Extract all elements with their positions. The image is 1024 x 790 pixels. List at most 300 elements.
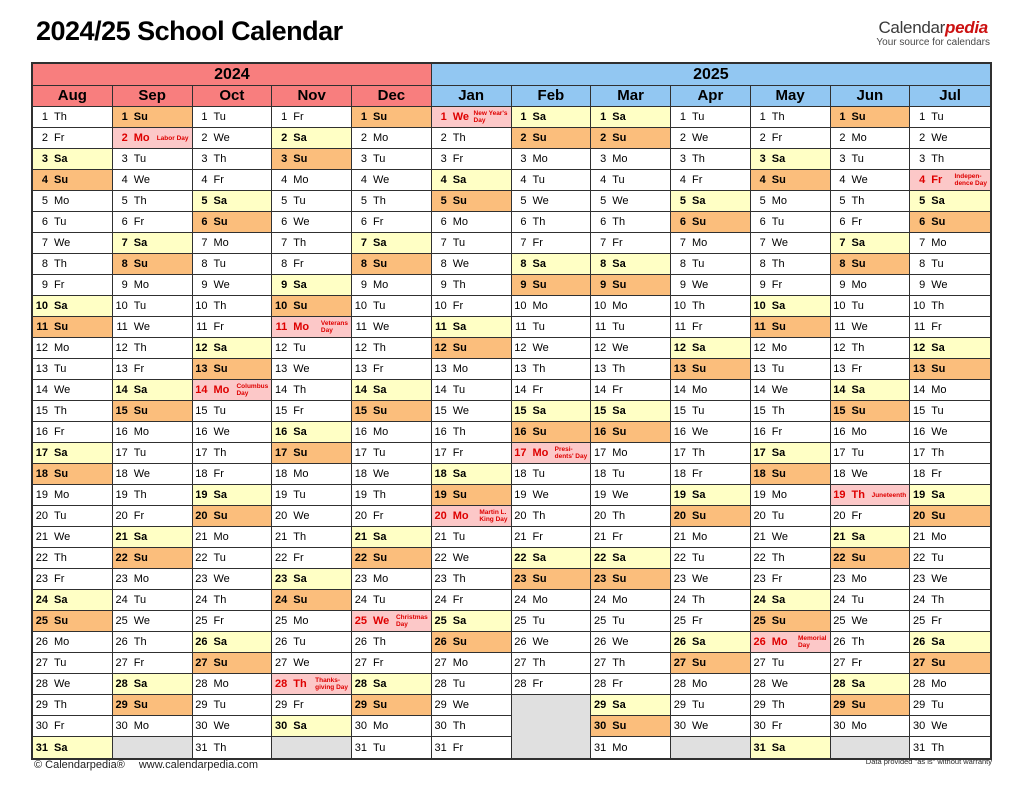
- day-number: 13: [673, 363, 686, 375]
- weekday-abbrev: Fr: [931, 615, 942, 627]
- weekday-abbrev: Tu: [851, 447, 864, 459]
- day-cell-jan-6: [432, 212, 512, 233]
- day-cell-apr-18: [671, 464, 751, 485]
- day-cell-aug-23: [33, 569, 113, 590]
- weekday-abbrev: Tu: [532, 321, 545, 333]
- day-number: 9: [919, 279, 926, 291]
- day-cell-mar-30: [591, 716, 671, 737]
- day-number: 11: [355, 321, 367, 333]
- day-number: 18: [354, 468, 367, 480]
- day-cell-feb-15: [512, 401, 592, 422]
- weekday-abbrev: Sa: [133, 531, 148, 543]
- weekday-abbrev: Tu: [213, 699, 226, 711]
- day-number: 20: [354, 510, 367, 522]
- day-number: 22: [753, 552, 766, 564]
- weekday-abbrev: Tu: [532, 174, 545, 186]
- day-number: 23: [673, 573, 686, 585]
- day-cell-mar-24: [591, 590, 671, 611]
- weekday-abbrev: Sa: [452, 321, 467, 333]
- weekday-abbrev: Mo: [452, 363, 469, 375]
- day-cell-may-24: [751, 590, 831, 611]
- day-number: 22: [35, 552, 48, 564]
- day-cell-may-1: [751, 107, 831, 128]
- day-number: 30: [434, 720, 447, 732]
- day-number: 24: [514, 594, 527, 606]
- day-number: 8: [201, 258, 208, 270]
- day-cell-jan-9: [432, 275, 512, 296]
- weekday-abbrev: Fr: [452, 447, 464, 459]
- weekday-abbrev: Mo: [213, 384, 230, 396]
- weekday-abbrev: Su: [771, 321, 786, 333]
- day-cell-mar-4: [591, 170, 671, 191]
- day-cell-jan-25: [432, 611, 512, 632]
- weekday-abbrev: Su: [851, 405, 866, 417]
- weekday-abbrev: We: [851, 321, 868, 333]
- day-number: 19: [354, 489, 367, 501]
- day-number: 2: [201, 132, 208, 144]
- day-number: 20: [35, 510, 48, 522]
- day-number: 21: [594, 531, 607, 543]
- day-number: 14: [354, 384, 367, 396]
- day-number: 9: [201, 279, 208, 291]
- day-cell-sep-21: [113, 527, 193, 548]
- weekday-abbrev: Sa: [373, 531, 387, 543]
- day-number: 9: [121, 279, 128, 291]
- day-cell-feb-24: [512, 590, 592, 611]
- day-cell-nov-29: [272, 695, 352, 716]
- weekday-abbrev: Fr: [373, 216, 384, 228]
- day-cell-may-31: [751, 737, 831, 758]
- weekday-abbrev: Su: [612, 573, 627, 585]
- day-cell-oct-2: [193, 128, 273, 149]
- day-number: 3: [121, 153, 128, 165]
- weekday-abbrev: Mo: [771, 636, 788, 648]
- day-cell-may-4: [751, 170, 831, 191]
- day-cell-sep-25: [113, 611, 193, 632]
- weekday-abbrev: We: [612, 195, 629, 207]
- day-cell-mar-20: [591, 506, 671, 527]
- day-number: 6: [41, 216, 48, 228]
- day-number: 3: [201, 153, 208, 165]
- day-number: 29: [115, 699, 128, 711]
- day-number: 26: [354, 636, 367, 648]
- day-cell-jan-21: [432, 527, 512, 548]
- holiday-label: Presi- dents' Day: [554, 446, 588, 460]
- weekday-abbrev: We: [133, 468, 151, 480]
- day-cell-sep-10: [113, 296, 193, 317]
- weekday-abbrev: Sa: [373, 384, 387, 396]
- calendarpedia-logo[interactable]: [876, 19, 990, 48]
- weekday-abbrev: Tu: [851, 153, 864, 165]
- day-number: 10: [195, 300, 208, 312]
- weekday-abbrev: Tu: [771, 216, 785, 228]
- day-cell-oct-29: [193, 695, 273, 716]
- month-header-apr: Apr: [671, 86, 751, 107]
- day-cell-nov-30: [272, 716, 352, 737]
- weekday-abbrev: Su: [54, 468, 69, 480]
- day-number: 26: [35, 636, 48, 648]
- weekday-abbrev: Mo: [133, 720, 150, 732]
- weekday-abbrev: Tu: [452, 237, 466, 249]
- weekday-abbrev: Sa: [612, 405, 626, 417]
- day-cell-nov-13: [272, 359, 352, 380]
- weekday-abbrev: Su: [931, 657, 946, 669]
- weekday-abbrev: Th: [54, 405, 67, 417]
- day-cell-jun-7: [831, 233, 911, 254]
- day-number: 11: [913, 321, 926, 333]
- day-cell-nov-11: [272, 317, 352, 338]
- day-number: 6: [201, 216, 208, 228]
- day-cell-dec-9: [352, 275, 432, 296]
- day-cell-aug-4: [33, 170, 113, 191]
- day-number: 4: [759, 174, 766, 186]
- day-cell-jul-4: [910, 170, 990, 191]
- day-number: 2: [839, 132, 846, 144]
- day-number: 25: [354, 615, 367, 627]
- weekday-abbrev: Tu: [213, 111, 226, 123]
- weekday-abbrev: Fr: [54, 132, 65, 144]
- day-number: 26: [514, 636, 527, 648]
- weekday-abbrev: Fr: [771, 279, 783, 291]
- day-number: 22: [275, 552, 288, 564]
- day-number: 30: [35, 720, 48, 732]
- calendar-table: [31, 62, 992, 760]
- day-cell-nov-15: [272, 401, 352, 422]
- weekday-abbrev: We: [293, 216, 310, 228]
- day-cell-mar-6: [591, 212, 671, 233]
- weekday-abbrev: Mo: [771, 195, 788, 207]
- day-cell-aug-5: [33, 191, 113, 212]
- day-number: 18: [115, 468, 128, 480]
- day-cell-may-9: [751, 275, 831, 296]
- day-number: 13: [833, 363, 846, 375]
- weekday-abbrev: We: [373, 615, 390, 627]
- day-number: 19: [913, 489, 926, 501]
- day-cell-mar-21: [591, 527, 671, 548]
- day-number: 30: [913, 720, 926, 732]
- weekday-abbrev: Fr: [771, 132, 783, 144]
- day-number: 5: [520, 195, 527, 207]
- day-number: 19: [115, 489, 128, 501]
- day-number: 16: [275, 426, 288, 438]
- day-number: 7: [839, 237, 846, 249]
- weekday-abbrev: Fr: [612, 384, 623, 396]
- day-cell-jul-22: [910, 548, 990, 569]
- day-number: 10: [833, 300, 846, 312]
- weekday-abbrev: Fr: [133, 657, 145, 669]
- day-cell-mar-11: [591, 317, 671, 338]
- day-cell-may-13: [751, 359, 831, 380]
- day-cell-dec-17: [352, 443, 432, 464]
- day-number: 5: [360, 195, 367, 207]
- day-number: 5: [201, 195, 208, 207]
- day-number: 8: [759, 258, 766, 270]
- day-number: 28: [195, 678, 208, 690]
- weekday-abbrev: Th: [612, 657, 626, 669]
- day-number: 9: [839, 279, 846, 291]
- day-cell-jun-24: [831, 590, 911, 611]
- weekday-abbrev: Mo: [532, 300, 548, 312]
- day-number: 14: [35, 384, 48, 396]
- day-number: 17: [514, 447, 527, 459]
- day-cell-jan-5: [432, 191, 512, 212]
- weekday-abbrev: Th: [612, 510, 626, 522]
- weekday-abbrev: Su: [213, 363, 228, 375]
- day-number: 10: [434, 300, 447, 312]
- weekday-abbrev: Sa: [771, 594, 786, 606]
- day-cell-aug-29: [33, 695, 113, 716]
- day-cell-oct-18: [193, 464, 273, 485]
- day-number: 16: [753, 426, 766, 438]
- weekday-abbrev: Su: [692, 510, 707, 522]
- footer-url-link[interactable]: www.calendarpedia.com: [138, 759, 259, 771]
- weekday-abbrev: Tu: [851, 300, 864, 312]
- day-number: 4: [600, 174, 607, 186]
- weekday-abbrev: We: [851, 615, 868, 627]
- day-number: 23: [913, 573, 926, 585]
- day-number: 22: [514, 552, 527, 564]
- day-cell-dec-23: [352, 569, 432, 590]
- day-cell-oct-26: [193, 632, 273, 653]
- holiday-label: New Year's Day: [473, 110, 508, 124]
- day-cell-feb-18: [512, 464, 592, 485]
- day-cell-aug-17: [33, 443, 113, 464]
- day-number: 23: [753, 573, 766, 585]
- weekday-abbrev: Mo: [54, 195, 70, 207]
- weekday-abbrev: Mo: [692, 678, 708, 690]
- weekday-abbrev: We: [293, 363, 310, 375]
- day-number: 17: [434, 447, 447, 459]
- day-cell-nov-8: [272, 254, 352, 275]
- weekday-abbrev: We: [931, 720, 948, 732]
- day-cell-jul-21: [910, 527, 990, 548]
- weekday-abbrev: Sa: [452, 174, 467, 186]
- day-number: 30: [594, 720, 607, 732]
- day-number: 2: [121, 132, 128, 144]
- day-number: 7: [759, 237, 766, 249]
- day-number: 2: [360, 132, 367, 144]
- day-number: 29: [833, 699, 846, 711]
- weekday-abbrev: We: [452, 258, 470, 270]
- day-cell-may-12: [751, 338, 831, 359]
- day-cell-apr-27: [671, 653, 751, 674]
- day-number: 5: [41, 195, 48, 207]
- day-cell-jul-2: [910, 128, 990, 149]
- day-cell-dec-18: [352, 464, 432, 485]
- day-cell-sep-15: [113, 401, 193, 422]
- day-cell-jan-29: [432, 695, 512, 716]
- weekday-abbrev: Su: [213, 216, 228, 228]
- weekday-abbrev: Fr: [54, 720, 65, 732]
- day-cell-feb-28: [512, 674, 592, 695]
- day-number: 17: [913, 447, 926, 459]
- day-number: 18: [275, 468, 288, 480]
- day-number: 13: [594, 363, 607, 375]
- day-number: 12: [673, 342, 686, 354]
- day-cell-jun-5: [831, 191, 911, 212]
- day-cell-oct-22: [193, 548, 273, 569]
- day-number: 3: [919, 153, 926, 165]
- day-cell-jan-2: [432, 128, 512, 149]
- weekday-abbrev: Tu: [373, 153, 386, 165]
- day-number: 6: [281, 216, 288, 228]
- weekday-abbrev: Tu: [293, 342, 306, 354]
- weekday-abbrev: Su: [692, 216, 707, 228]
- weekday-abbrev: Mo: [133, 279, 150, 291]
- day-cell-dec-12: [352, 338, 432, 359]
- weekday-abbrev: Th: [373, 489, 386, 501]
- day-number: 24: [434, 594, 447, 606]
- weekday-abbrev: Th: [612, 363, 626, 375]
- page-title: 2024/25 School Calendar: [36, 16, 343, 46]
- weekday-abbrev: Mo: [373, 279, 389, 291]
- day-cell-apr-25: [671, 611, 751, 632]
- day-number: 1: [839, 111, 846, 123]
- weekday-abbrev: Sa: [612, 258, 626, 270]
- day-cell-jun-11: [831, 317, 911, 338]
- day-cell-jun-6: [831, 212, 911, 233]
- weekday-abbrev: We: [612, 636, 629, 648]
- day-cell-jul-29: [910, 695, 990, 716]
- weekday-abbrev: Mo: [133, 132, 150, 144]
- day-number: 19: [275, 489, 288, 501]
- day-cell-mar-1: [591, 107, 671, 128]
- day-number: 7: [41, 237, 48, 249]
- day-number: 22: [594, 552, 607, 564]
- weekday-abbrev: Sa: [293, 720, 307, 732]
- day-number: 3: [440, 153, 447, 165]
- weekday-abbrev: Tu: [293, 489, 306, 501]
- weekday-abbrev: Mo: [452, 657, 469, 669]
- day-number: 24: [354, 594, 367, 606]
- day-cell-dec-7: [352, 233, 432, 254]
- day-number: 1: [440, 111, 447, 123]
- day-number: 13: [195, 363, 208, 375]
- weekday-abbrev: Su: [133, 405, 148, 417]
- footer: [34, 759, 258, 771]
- weekday-abbrev: Th: [133, 636, 147, 648]
- weekday-abbrev: Mo: [931, 384, 947, 396]
- day-number: 28: [434, 678, 447, 690]
- holiday-label: Memorial Day: [797, 635, 827, 649]
- day-cell-sep-29: [113, 695, 193, 716]
- day-number: 27: [514, 657, 527, 669]
- weekday-abbrev: Sa: [931, 195, 945, 207]
- day-cell-jan-7: [432, 233, 512, 254]
- day-cell-may-2: [751, 128, 831, 149]
- weekday-abbrev: Tu: [373, 300, 386, 312]
- weekday-abbrev: Th: [532, 657, 546, 669]
- day-number: 6: [679, 216, 686, 228]
- weekday-abbrev: Su: [133, 552, 148, 564]
- day-cell-aug-18: [33, 464, 113, 485]
- day-number: 10: [753, 300, 766, 312]
- weekday-abbrev: Mo: [213, 237, 229, 249]
- day-cell-jan-13: [432, 359, 512, 380]
- weekday-abbrev: Sa: [54, 153, 68, 165]
- day-number: 24: [913, 594, 926, 606]
- day-number: 2: [679, 132, 686, 144]
- weekday-abbrev: Sa: [612, 552, 626, 564]
- day-number: 14: [514, 384, 527, 396]
- weekday-abbrev: Tu: [771, 510, 785, 522]
- weekday-abbrev: Mo: [532, 153, 548, 165]
- day-number: 18: [594, 468, 607, 480]
- day-number: 11: [594, 321, 607, 333]
- weekday-abbrev: Fr: [532, 531, 543, 543]
- day-number: 22: [195, 552, 208, 564]
- day-cell-apr-29: [671, 695, 751, 716]
- day-number: 14: [753, 384, 766, 396]
- day-cell-feb-5: [512, 191, 592, 212]
- day-cell-oct-5: [193, 191, 273, 212]
- day-number: 12: [434, 342, 447, 354]
- day-cell-feb-9: [512, 275, 592, 296]
- day-number: 30: [354, 720, 367, 732]
- day-number: 28: [594, 678, 607, 690]
- logo-brand-red: pedia: [945, 18, 988, 37]
- weekday-abbrev: Sa: [532, 552, 546, 564]
- weekday-abbrev: Mo: [931, 531, 947, 543]
- day-cell-feb-13: [512, 359, 592, 380]
- day-number: 19: [673, 489, 686, 501]
- day-cell-sep-17: [113, 443, 193, 464]
- day-cell-dec-2: [352, 128, 432, 149]
- day-number: 27: [594, 657, 607, 669]
- day-cell-oct-13: [193, 359, 273, 380]
- weekday-abbrev: Th: [452, 720, 466, 732]
- day-number: 13: [434, 363, 447, 375]
- weekday-abbrev: Su: [452, 636, 467, 648]
- weekday-abbrev: Tu: [612, 468, 625, 480]
- weekday-abbrev: Mo: [931, 678, 947, 690]
- day-cell-jun-21: [831, 527, 911, 548]
- weekday-abbrev: Sa: [851, 384, 865, 396]
- day-number: 11: [515, 321, 527, 333]
- day-number: 6: [520, 216, 527, 228]
- day-cell-jun-18: [831, 464, 911, 485]
- day-number: 16: [833, 426, 846, 438]
- weekday-abbrev: Th: [293, 237, 307, 249]
- day-cell-oct-21: [193, 527, 273, 548]
- weekday-abbrev: Th: [133, 489, 147, 501]
- weekday-abbrev: Th: [851, 636, 865, 648]
- day-cell-nov-2: [272, 128, 352, 149]
- weekday-abbrev: Th: [452, 279, 466, 291]
- day-cell-dec-10: [352, 296, 432, 317]
- day-number: 31: [753, 741, 766, 754]
- weekday-abbrev: Sa: [452, 615, 467, 627]
- day-cell-may-17: [751, 443, 831, 464]
- day-cell-nov-16: [272, 422, 352, 443]
- weekday-abbrev: Su: [851, 258, 866, 270]
- day-cell-aug-24: [33, 590, 113, 611]
- weekday-abbrev: We: [931, 426, 948, 438]
- weekday-abbrev: We: [771, 531, 789, 543]
- weekday-abbrev: We: [692, 426, 709, 438]
- weekday-abbrev: Th: [851, 342, 865, 354]
- weekday-abbrev: Fr: [532, 384, 543, 396]
- day-number: 4: [121, 174, 128, 186]
- day-number: 14: [115, 384, 128, 396]
- year-header-2024: 2024: [33, 64, 432, 86]
- weekday-abbrev: We: [931, 279, 948, 291]
- day-cell-apr-1: [671, 107, 751, 128]
- day-cell-may-5: [751, 191, 831, 212]
- weekday-abbrev: Th: [532, 216, 546, 228]
- day-cell-jul-30: [910, 716, 990, 737]
- day-cell-sep-23: [113, 569, 193, 590]
